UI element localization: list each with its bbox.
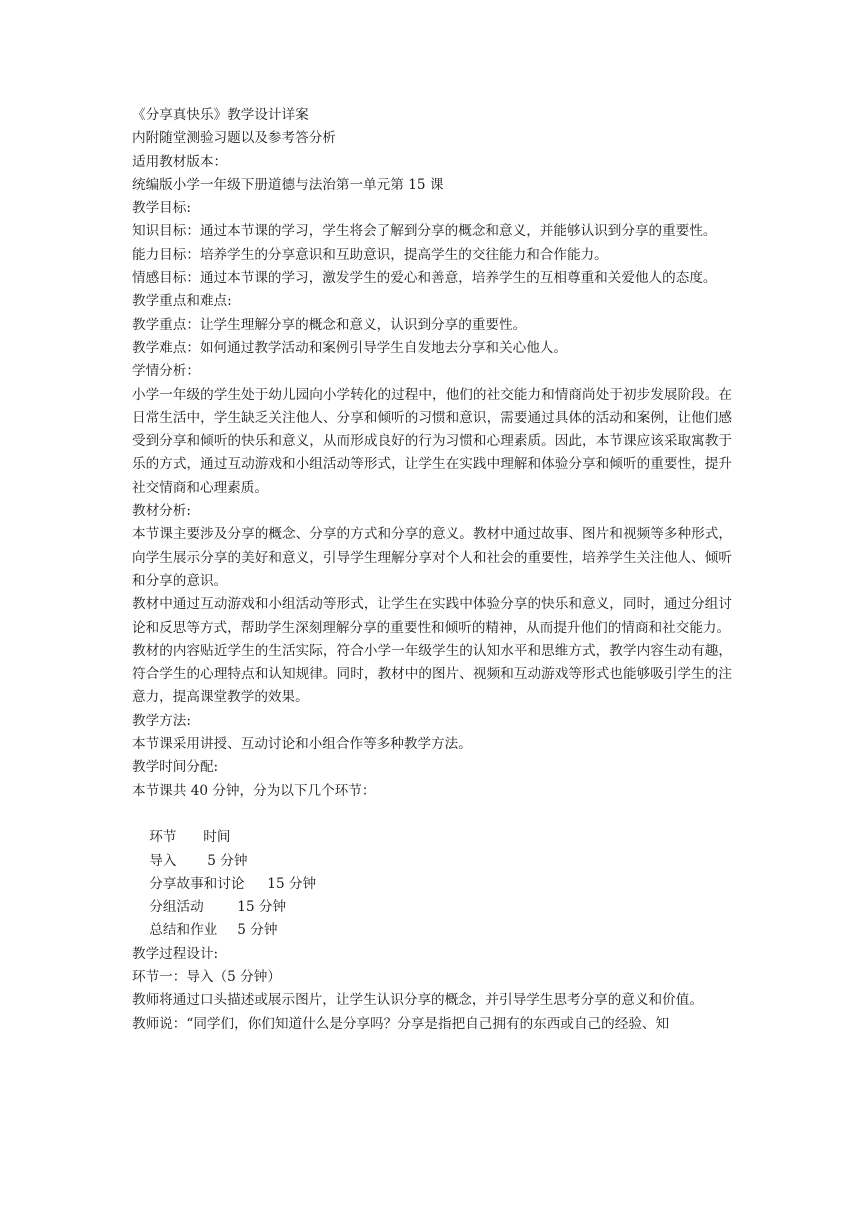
step1-heading: 环节一：导入（5 分钟） — [132, 968, 281, 985]
time-table-col-segment: 环节 — [149, 829, 177, 846]
time-intro: 本节课共 40 分钟，分为以下几个环节： — [132, 782, 376, 799]
edition-text: 统编版小学一年级下册道德与法治第一单元第 15 课 — [132, 176, 444, 193]
time-table-time: 5 分钟 — [237, 922, 278, 939]
time-table-segment: 导入 — [149, 852, 177, 869]
material-paragraph: 教材的内容贴近学生的生活实际，符合小学一年级学生的认知水平和思维方式，教学内容生动有趣，符合学生的心理特点和认知规律。同时，教材中的图片、视频和互动游戏等形式也能够吸引学生的注意力，提高课堂教学的效果。 — [132, 642, 732, 706]
step1-text: 教师将通过口头描述或展示图片，让学生认识分享的概念，并引导学生思考分享的意义和价值。 — [132, 992, 703, 1009]
time-table-segment: 总结和作业 — [149, 922, 218, 939]
material-heading: 教材分析: — [132, 503, 191, 520]
time-heading: 教学时间分配: — [132, 759, 219, 776]
time-table-col-time: 时间 — [203, 829, 231, 846]
difficulty: 教学难点：如何通过教学活动和案例引导学生自发地去分享和关心他人。 — [132, 339, 567, 356]
time-table-time: 15 分钟 — [237, 899, 287, 916]
doc-title: 《分享真快乐》教学设计详案 — [132, 107, 309, 123]
document-page — [132, 104, 732, 1036]
goal-ability: 能力目标：培养学生的分享意识和互助意识，提高学生的交往能力和合作能力。 — [132, 246, 608, 263]
material-paragraph: 本节课主要涉及分享的概念、分享的方式和分享的意义。教材中通过故事、图片和视频等多种形式，向学生展示分享的美好和意义，引导学生理解分享对个人和社会的重要性，培养学生关注他人、倾听和分享的意识。 — [132, 526, 732, 589]
method-text: 本节课采用讲授、互动讨论和小组合作等多种教学方法。 — [132, 736, 472, 753]
key-heading: 教学重点和难点: — [132, 293, 232, 310]
goal-emotion: 情感目标：通过本节课的学习，激发学生的爱心和善意，培养学生的互相尊重和关爱他人的态度。 — [132, 270, 717, 287]
edition-label: 适用教材版本： — [132, 153, 228, 170]
doc-subtitle: 内附随堂测验习题以及参考答分析 — [132, 130, 336, 147]
time-table-segment: 分享故事和讨论 — [149, 875, 245, 892]
goal-knowledge: 知识目标：通过本节课的学习，学生将会了解到分享的概念和意义，并能够认识到分享的重要性。 — [132, 223, 717, 240]
method-heading: 教学方法: — [132, 712, 191, 729]
material-paragraph: 教材中通过互动游戏和小组活动等形式，让学生在实践中体验分享的快乐和意义，同时，通过分组讨论和反思等方式，帮助学生深刻理解分享的重要性和倾听的精神，从而提升他们的情商和社交能力。 — [132, 596, 732, 636]
key-point: 教学重点：让学生理解分享的概念和意义，认识到分享的重要性。 — [132, 316, 527, 333]
time-table-header — [132, 803, 732, 846]
teacher-says: 教师说：“同学们，你们知道什么是分享吗？分享是指把自己拥有的东西或自己的经验、知 — [132, 1015, 670, 1032]
time-table-segment: 分组活动 — [149, 899, 204, 916]
learner-heading: 学情分析： — [132, 363, 200, 380]
time-table-time: 15 分钟 — [267, 875, 317, 892]
time-table-time: 5 分钟 — [207, 852, 248, 869]
goals-heading: 教学目标: — [132, 200, 191, 217]
learner-text: 小学一年级的学生处于幼儿园向小学转化的过程中，他们的社交能力和情商尚处于初步发展阶段。在日常生活中，学生缺乏关注他人、分享和倾听的习惯和意识，需要通过具体的活动和案例，让他们感受到分享和倾听的快乐和意义，从而形成良好的行为习惯和心理素质。因此，本节课应该采取寓教于乐的方式，通过互动游戏和小组活动等形式，让学生在实践中理解和体验分享和倾听的重要性，提升社交情商和心理素质。 — [132, 386, 732, 496]
process-heading: 教学过程设计: — [132, 945, 219, 962]
